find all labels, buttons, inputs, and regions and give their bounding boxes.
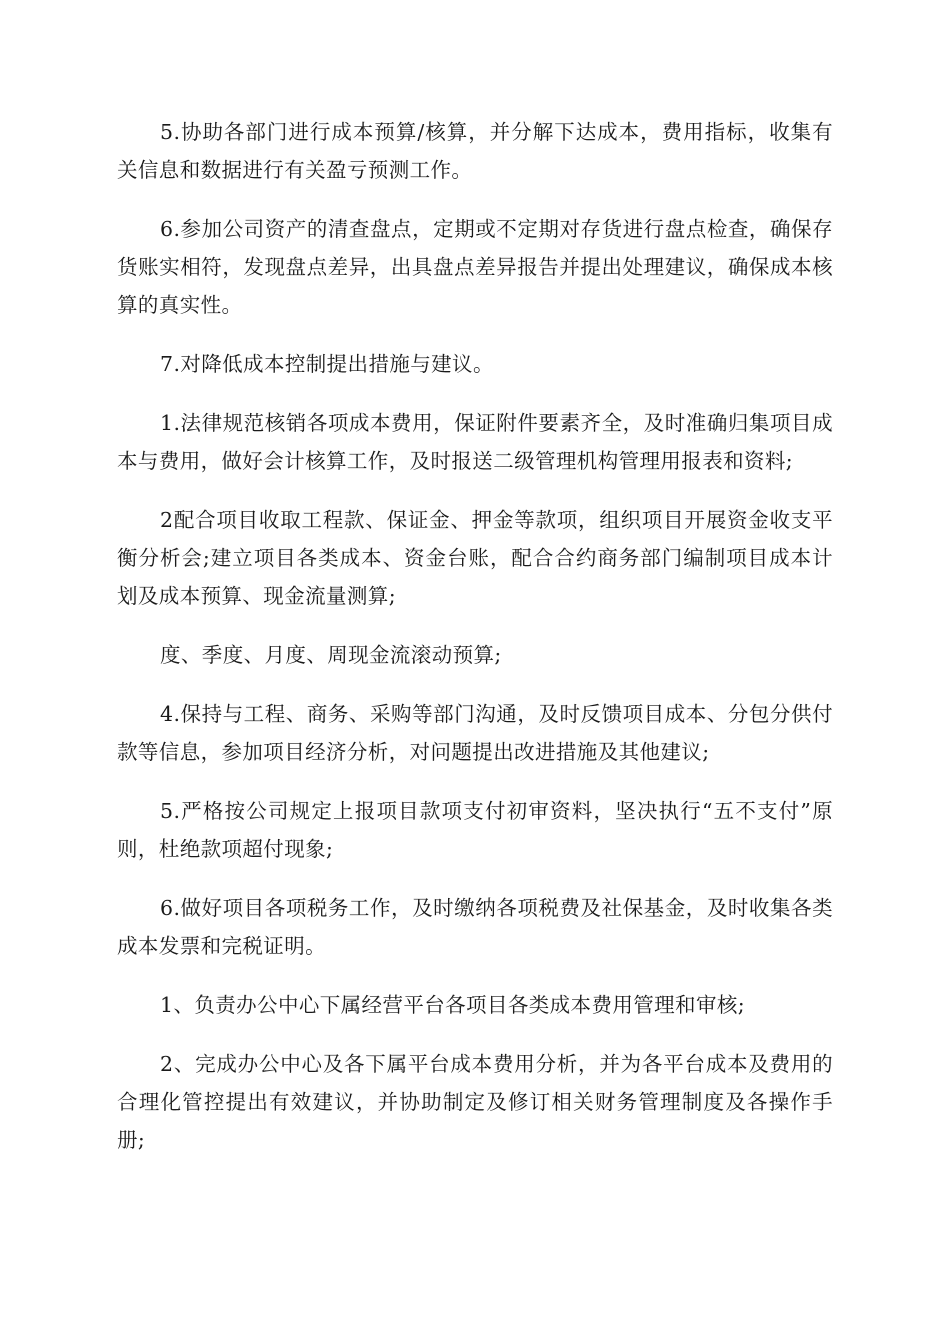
paragraph-11: 2、完成办公中心及各下属平台成本费用分析，并为各平台成本及费用的合理化管控提出有效建议，并协助制定及修订相关财务管理制度及各操作手册; (117, 1052, 833, 1152)
paragraph-5: 2配合项目收取工程款、保证金、押金等款项，组织项目开展资金收支平衡分析会;建立项目各类成本、资金台账，配合合约商务部门编制项目成本计划及成本预算、现金流量测算; (117, 508, 833, 608)
paragraph-3: 7.对降低成本控制提出措施与建议。 (160, 352, 494, 376)
paragraph-1: 5.协助各部门进行成本预算/核算，并分解下达成本，费用指标，收集有关信息和数据进行有关盈亏预测工作。 (117, 120, 833, 182)
paragraph-7: 4.保持与工程、商务、采购等部门沟通，及时反馈项目成本、分包分供付款等信息，参加项目经济分析，对问题提出改进措施及其他建议; (117, 702, 833, 764)
document-body (117, 113, 833, 1180)
paragraph-2: 6.参加公司资产的清查盘点，定期或不定期对存货进行盘点检查，确保存货账实相符，发现盘点差异，出具盘点差异报告并提出处理建议，确保成本核算的真实性。 (117, 217, 833, 317)
paragraph-8: 5.严格按公司规定上报项目款项支付初审资料，坚决执行“五不支付”原则，杜绝款项超付现象; (117, 799, 833, 861)
paragraph-9: 6.做好项目各项税务工作，及时缴纳各项税费及社保基金，及时收集各类成本发票和完税证明。 (117, 896, 833, 958)
paragraph-10: 1、负责办公中心下属经营平台各项目各类成本费用管理和审核; (160, 993, 746, 1017)
paragraph-6: 度、季度、月度、周现金流滚动预算; (160, 643, 502, 667)
paragraph-4: 1.法律规范核销各项成本费用，保证附件要素齐全，及时准确归集项目成本与费用，做好会计核算工作，及时报送二级管理机构管理用报表和资料; (117, 411, 833, 473)
